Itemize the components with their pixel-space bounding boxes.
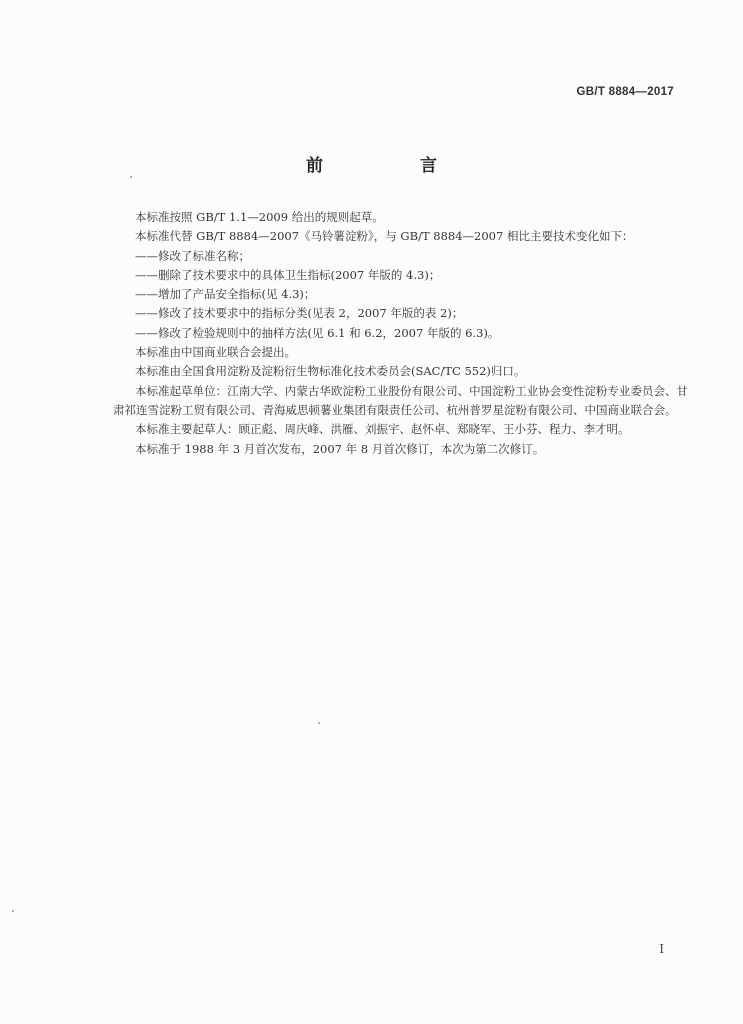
list-item: ——增加了产品安全指标(见 4.3)； xyxy=(135,287,316,302)
standard-code: GB/T 8884—2017 xyxy=(576,86,674,98)
page-number: I xyxy=(659,942,664,956)
list-item: ——修改了检验规则中的抽样方法(见 6.1 和 6.2，2007 年版的 6.3)。 xyxy=(135,325,500,340)
paragraph-replacement: 本标准代替 GB/T 8884—2007《马铃薯淀粉》，与 GB/T 8884—2007 相比主要技术变化如下： xyxy=(135,229,634,244)
paragraph-drafting-rule: 本标准按照 GB/T 1.1—2009 给出的规则起草。 xyxy=(135,210,384,224)
paragraph-technical-committee: 本标准由全国食用淀粉及淀粉衍生物标准化技术委员会(SAC/TC 552)归口。 xyxy=(135,364,526,379)
paragraph-drafters: 本标准主要起草人：顾正彪、周庆峰、洪雁、刘振宇、赵怀卓、郑晓军、王小芬、程力、李才明。 xyxy=(135,422,630,437)
paragraph-proposer: 本标准由中国商业联合会提出。 xyxy=(135,345,296,360)
list-item: ——修改了标准名称； xyxy=(135,248,250,263)
paragraph-history: 本标准于 1988 年 3 月首次发布，2007 年 8 月首次修订，本次为第二次修订。 xyxy=(135,441,545,456)
scan-speck xyxy=(12,910,14,912)
list-item: ——修改了技术要求中的指标分类(见表 2，2007 年版的表 2)； xyxy=(135,306,464,321)
foreword-body xyxy=(113,208,688,459)
list-item: ——删除了技术要求中的具体卫生指标(2007 年版的 4.3)； xyxy=(135,267,441,282)
page-title: 前 言 xyxy=(306,156,477,176)
scan-speck xyxy=(318,722,320,724)
scan-speck xyxy=(130,176,132,178)
paragraph-drafting-units: 本标准起草单位：江南大学、内蒙古华欧淀粉工业股份有限公司、中国淀粉工业协会变性淀粉专业委员会、甘肃祁连雪淀粉工贸有限公司、青海威思顿薯业集团有限责任公司、杭州普罗星淀粉有限公司、中国商业联合会。 xyxy=(113,383,688,417)
